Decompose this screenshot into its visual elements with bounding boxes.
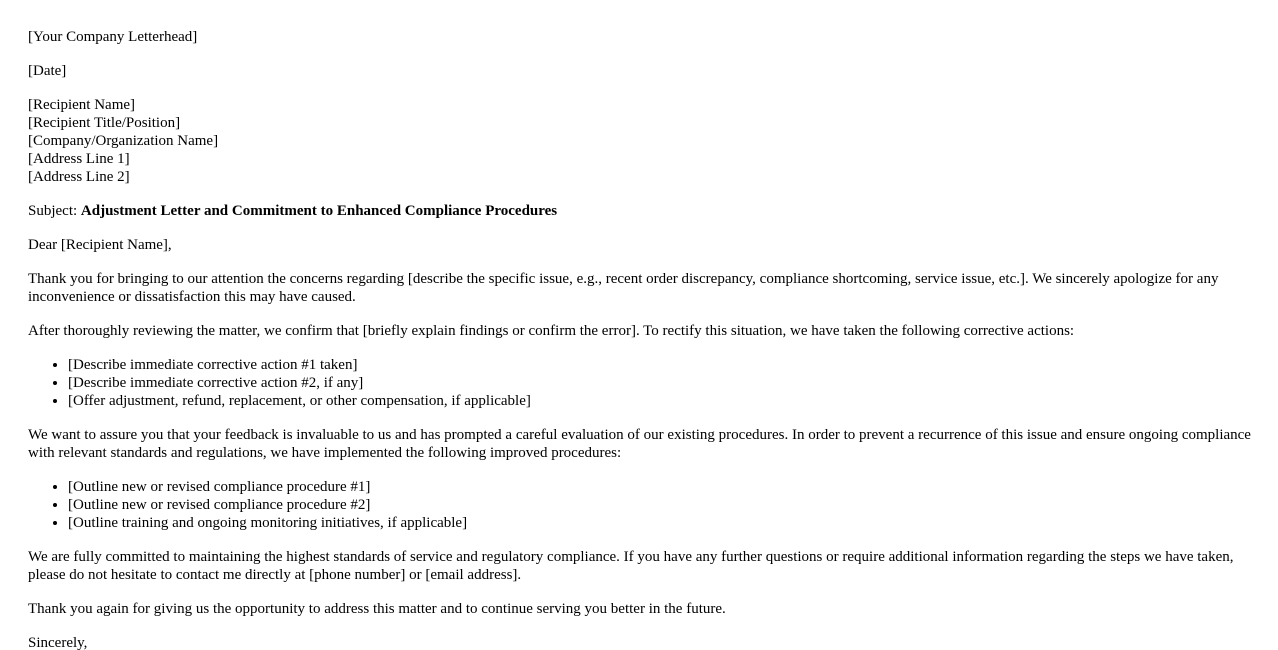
subject-label: Subject: (28, 203, 78, 219)
thanks-paragraph: Thank you again for giving us the opportunity to address this matter and to continue serving you better in the future. (28, 601, 726, 617)
list-item: • [Offer adjustment, refund, replacement, or other compensation, if applicable] (68, 392, 1252, 410)
recipient-name: [Recipient Name] (28, 97, 136, 113)
subject-line (28, 202, 1252, 220)
subject-text: Adjustment Letter and Commitment to Enhanced Compliance Procedures (80, 203, 558, 219)
letter-date: [Date] (28, 63, 67, 79)
list-item: • [Outline training and ongoing monitoring initiatives, if applicable] (68, 514, 1252, 532)
recipient-address-line-2: [Address Line 2] (28, 169, 130, 185)
findings-paragraph: After thoroughly reviewing the matter, we confirm that [briefly explain findings or confirm the error]. To rectify this situation, we have taken the following corrective actions: (28, 323, 1075, 339)
salutation: Dear [Recipient Name], (28, 237, 172, 253)
closing: Sincerely, (28, 635, 88, 650)
assurance-paragraph: We want to assure you that your feedback is invaluable to us and has prompted a careful evaluation of our existing procedures. In order to prevent a recurrence of this issue and ensure ongoing compliance with relevant standards and regulations, we have implemented the following improved procedures: (28, 427, 1251, 461)
recipient-address-line-1: [Address Line 1] (28, 151, 130, 167)
procedures-list (28, 478, 1252, 532)
list-item: • [Outline new or revised compliance procedure #1] (68, 478, 1252, 496)
letterhead: [Your Company Letterhead] (28, 29, 198, 45)
corrective-actions-list (28, 356, 1252, 410)
intro-paragraph: Thank you for bringing to our attention the concerns regarding [describe the specific issue, e.g., recent order discrepancy, compliance shortcoming, service issue, etc.]. We sincerely apologize for any inconvenience or dissatisfaction this may have caused. (28, 271, 1219, 305)
list-item: • [Describe immediate corrective action #2, if any] (68, 374, 1252, 392)
recipient-title: [Recipient Title/Position] (28, 115, 181, 131)
list-item: • [Outline new or revised compliance procedure #2] (68, 496, 1252, 514)
letter-body (28, 28, 1252, 650)
recipient-organization: [Company/Organization Name] (28, 133, 219, 149)
recipient-address-block (28, 96, 1252, 186)
list-item: • [Describe immediate corrective action #1 taken] (68, 356, 1252, 374)
commitment-paragraph: We are fully committed to maintaining the highest standards of service and regulatory compliance. If you have any further questions or require additional information regarding the steps we have taken, please do not hesitate to contact me directly at [phone number] or [email address]. (28, 549, 1234, 583)
